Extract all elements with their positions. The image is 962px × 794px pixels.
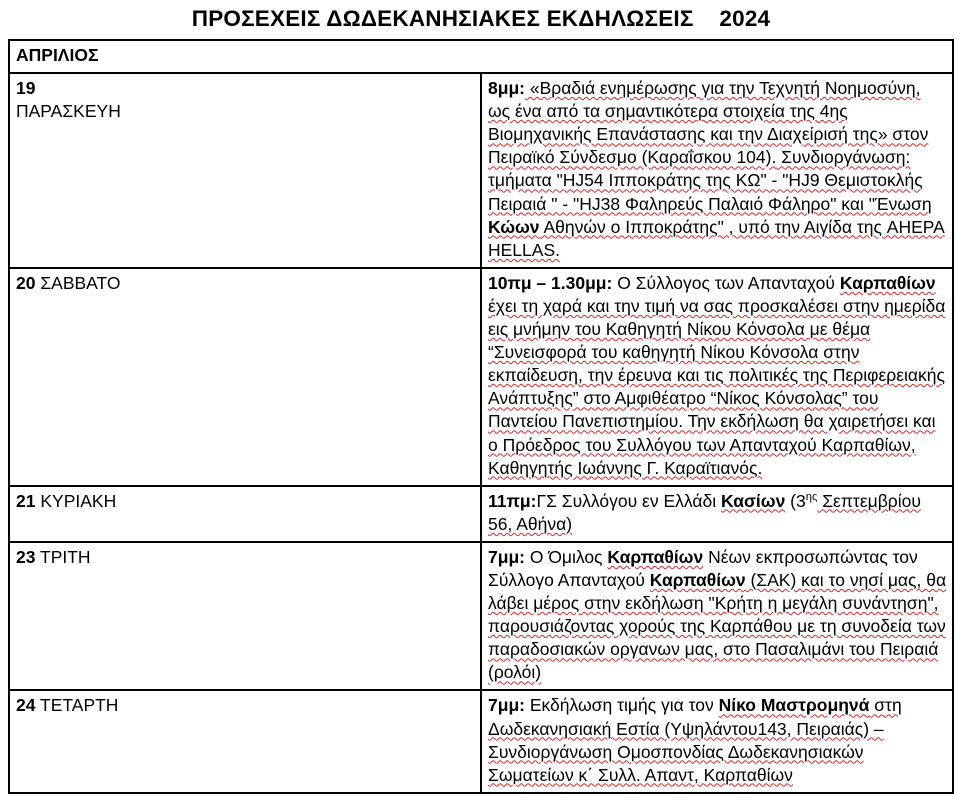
event-time: 11πμ: xyxy=(488,490,537,511)
event-bold-1: Νίκο Μαστρομηνά xyxy=(718,695,870,716)
event-description xyxy=(481,542,953,691)
event-text-1: Εκδήλωση τιμής για τον xyxy=(524,695,719,716)
event-date-day: ΤΕΤΑΡΤΗ xyxy=(40,695,119,716)
event-text-3: Σεπτεμβρίου 56, Αθήνα) xyxy=(488,490,921,534)
page-title: ΠΡΟΣΕΧΕΙΣ ΔΩΔΕΚΑΝΗΣΙΑΚΕΣ ΕΚΔΗΛΩΣΕΙΣ 2024 xyxy=(191,6,771,31)
event-text-2: έχει τη χαρά και την τιμή να σας προσκαλέσει στην ημερίδα εις μνήμην του Καθηγητή Νίκου Κόνσολα με θέμα “Συνεισφορά του καθηγητή Νίκου Κόνσολα στην εκπαίδευση, την έρευνα και τις πολιτικές της Περιφερειακής Ανάπτυξης” στο Αμφιθέατρο “Νίκος Κόνσολας” του Παντείου Πανεπιστημίου. Την εκδήλωση θα χαιρετήσει και ο Πρόεδρος του Συλλόγου των Απανταχού Καρπαθίων, Καθηγητής Ιωάννης Γ. Καραϊτιανός. xyxy=(488,295,946,478)
event-bold-1: Κασίων xyxy=(720,490,786,511)
event-date-day: ΤΡΙΤΗ xyxy=(40,546,91,567)
event-date-day: ΠΑΡΑΣΚΕΥΗ xyxy=(16,101,121,122)
table-row xyxy=(9,542,953,691)
event-date-number: 21 xyxy=(16,490,36,511)
event-date-day: ΚΥΡΙΑΚΗ xyxy=(40,490,117,511)
event-text-2: στη Δωδεκανησιακή Εστία (Υψηλάντου143, Πειραιάς) – Συνδιοργάνωση Ομοσπονδίας Δωδεκανησιακών Σωματείων κ΄ Συλλ. Απαντ, Καρπαθίων xyxy=(488,695,902,785)
event-text-2: Νέων εκπροσωπώντας τον Σύλλογο Απανταχού xyxy=(488,546,918,590)
event-time: 7μμ: xyxy=(488,546,525,567)
event-date-number: 24 xyxy=(16,695,36,716)
event-bold-1: Κώων xyxy=(488,216,540,237)
table-row xyxy=(9,268,953,486)
table-row xyxy=(9,73,953,268)
table-row xyxy=(9,690,953,792)
event-date xyxy=(9,542,481,691)
event-date xyxy=(9,690,481,792)
event-date xyxy=(9,73,481,268)
event-date-number: 20 xyxy=(16,272,36,293)
event-bold-1: Καρπαθίων xyxy=(839,272,936,293)
event-bold-2: Καρπαθίων xyxy=(649,569,746,590)
event-description xyxy=(481,73,953,268)
event-description xyxy=(481,268,953,486)
event-text-1: Ο Όμιλος xyxy=(524,546,608,567)
event-text-2: Συνδιοργάνωση: τμήματα "HJ54 Ιπποκράτης της ΚΩ" - "HJ9 Θεμιστοκλής Πειραιά " - "HJ38 Φαληρεύς Παλαιό Φάληρο" και "Ένωση xyxy=(488,147,932,214)
event-date xyxy=(9,268,481,486)
event-text-3: (ΣΑΚ) και το νησί μας, θα λάβει μέρος στην εκδήλωση "Κρήτη η μεγάλη συνάντηση", παρουσιάζοντας χορούς της Καρπάθου με τη συνοδεία των παραδοσιακών οργανων μας, στο Πασαλιμάνι του Πειραιά (ρολόι) xyxy=(488,569,947,683)
event-date-day: ΣΑΒΒΑΤΟ xyxy=(40,272,121,293)
event-description xyxy=(481,486,953,542)
event-time: 8μμ: xyxy=(488,78,525,99)
event-sup-1: ης xyxy=(805,490,818,503)
month-header: ΑΠΡΙΛΙΟΣ xyxy=(9,40,953,73)
event-text-2: (3 xyxy=(785,490,806,511)
event-time: 7μμ: xyxy=(488,695,525,716)
event-date xyxy=(9,486,481,542)
table-row xyxy=(9,486,953,542)
event-bold-1: Καρπαθίων xyxy=(607,546,704,567)
event-text-3: Αθηνών ο Ιπποκράτης" , υπό την Αιγίδα της AHEPA HELLAS. xyxy=(488,216,945,260)
event-text-1: ΓΣ Συλλόγου εν Ελλάδι xyxy=(536,490,721,511)
event-date-number: 23 xyxy=(16,546,36,567)
event-text-1: «Βραδιά ενημέρωσης για την Τεχνητή Νοημοσύνη, ως ένα από τα σημαντικότερα στοιχεία της 4ης Βιομηχανικής Επανάστασης και την Διαχείρισή της» στον Πειραϊκό Σύνδεσμο (Καραΐσκου 104). xyxy=(488,78,929,168)
event-date-number: 19 xyxy=(16,78,36,99)
event-description xyxy=(481,690,953,792)
events-table xyxy=(8,39,954,794)
event-time: 10πμ – 1.30μμ: xyxy=(488,272,613,293)
event-text-1: Ο Σύλλογος των Απανταχού xyxy=(612,272,840,293)
table-row-month xyxy=(9,40,953,73)
